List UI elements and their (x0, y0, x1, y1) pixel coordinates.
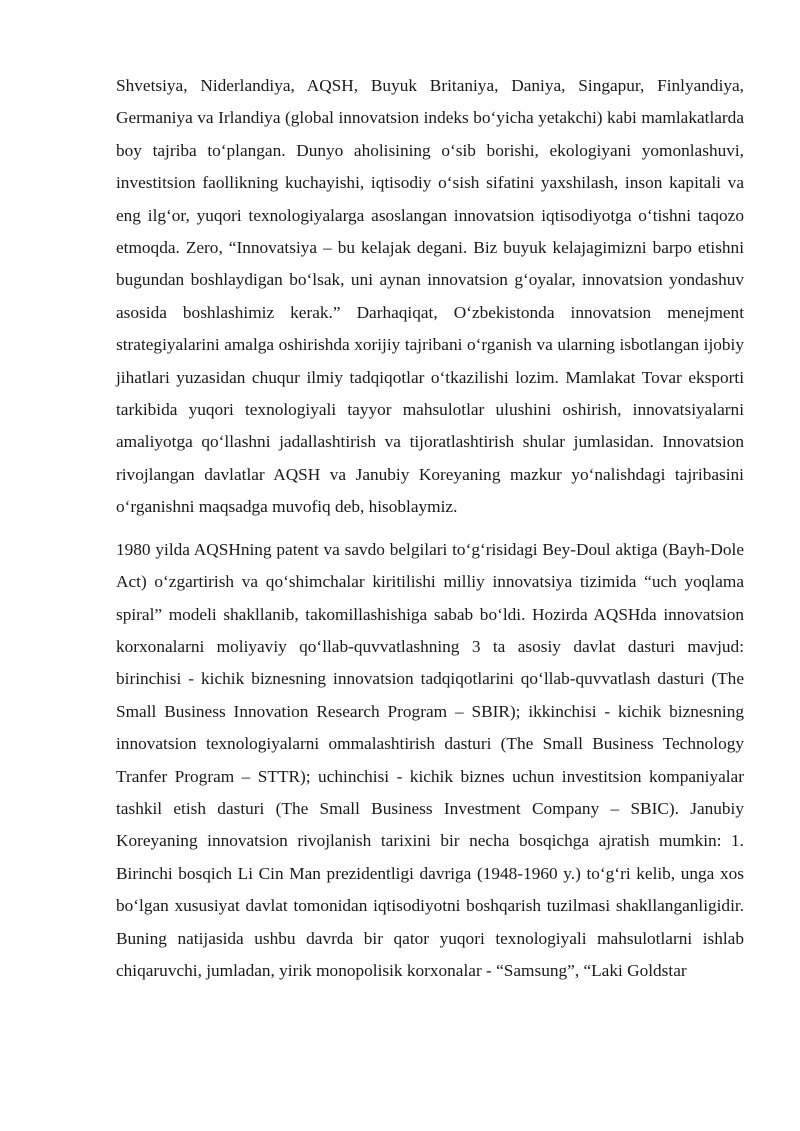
body-paragraph-1: Shvetsiya, Niderlandiya, AQSH, Buyuk Britaniya, Daniya, Singapur, Finlyandiya, Germaniya va Irlandiya (global innovatsion indeks bo‘yicha yetakchi) kabi mamlakatlarda boy tajriba to‘plangan. Dunyo aholisining o‘sib borishi, ekologiyani yomonlashuvi, investitsion faollikning kuchayishi, iqtisodiy o‘sish sifatini yaxshilash, inson kapitali va eng ilg‘or, yuqori texnologiyalarga asoslangan innovatsion iqtisodiyotga o‘tishni taqozo etmoqda. Zero, “Innovatsiya – bu kelajak degani. Biz buyuk kelajagimizni barpo etishni bugundan boshlaydigan bo‘lsak, uni aynan innovatsion g‘oyalar, innovatsion yondashuv asosida boshlashimiz kerak.” Darhaqiqat, O‘zbekistonda innovatsion menejment strategiyalarini amalga oshirishda xorijiy tajribani o‘rganish va ularning isbotlangan ijobiy jihatlari yuzasidan chuqur ilmiy tadqiqotlar o‘tkazilishi lozim. Mamlakat Tovar eksporti tarkibida yuqori texnologiyali tayyor mahsulotlar ulushini oshirish, innovatsiyalarni amaliyotga qo‘llashni jadallashtirish va tijoratlashtirish shular jumlasidan. Innovatsion rivojlangan davlatlar AQSH va Janubiy Koreyaning mazkur yo‘nalishdagi tajribasini o‘rganishni maqsadga muvofiq deb, hisoblaymiz. (116, 76, 744, 517)
body-paragraph-2: 1980 yilda AQSHning patent va savdo belgilari to‘g‘risidagi Bey-Doul aktiga (Bayh-Dole Act) o‘zgartirish va qo‘shimchalar kiritilishi milliy innovatsiya tizimida “uch yoqlama spiral” modeli shakllanib, takomillashishiga sabab bo‘ldi. Hozirda AQSHda innovatsion korxonalarni moliyaviy qo‘llab-quvvatlashning 3 ta asosiy davlat dasturi mavjud: birinchisi - kichik biznesning innovatsion tadqiqotlarini qo‘llab-quvvatlash dasturi (The Small Business Innovation Research Program – SBIR); ikkinchisi - kichik biznesning innovatsion texnologiyalarni ommalashtirish dasturi (The Small Business Technology Tranfer Program – STTR); uchinchisi - kichik biznes uchun investitsion kompaniyalar tashkil etish dasturi (The Small Business Investment Company – SBIC). Janubiy Koreyaning innovatsion rivojlanish tarixini bir necha bosqichga ajratish mumkin: 1. Birinchi bosqich Li Cin Man prezidentligi davriga (1948-1960 y.) to‘g‘ri kelib, unga xos bo‘lgan xususiyat davlat tomonidan iqtisodiyotni boshqarish tuzilmasi shakllanganligidir. Buning natijasida ushbu davrda bir qator yuqori texnologiyali mahsulotlarni ishlab chiqaruvchi, jumladan, yirik monopolisik korxonalar - “Samsung”, “Laki Goldstar (116, 539, 744, 980)
document-page (116, 70, 744, 987)
